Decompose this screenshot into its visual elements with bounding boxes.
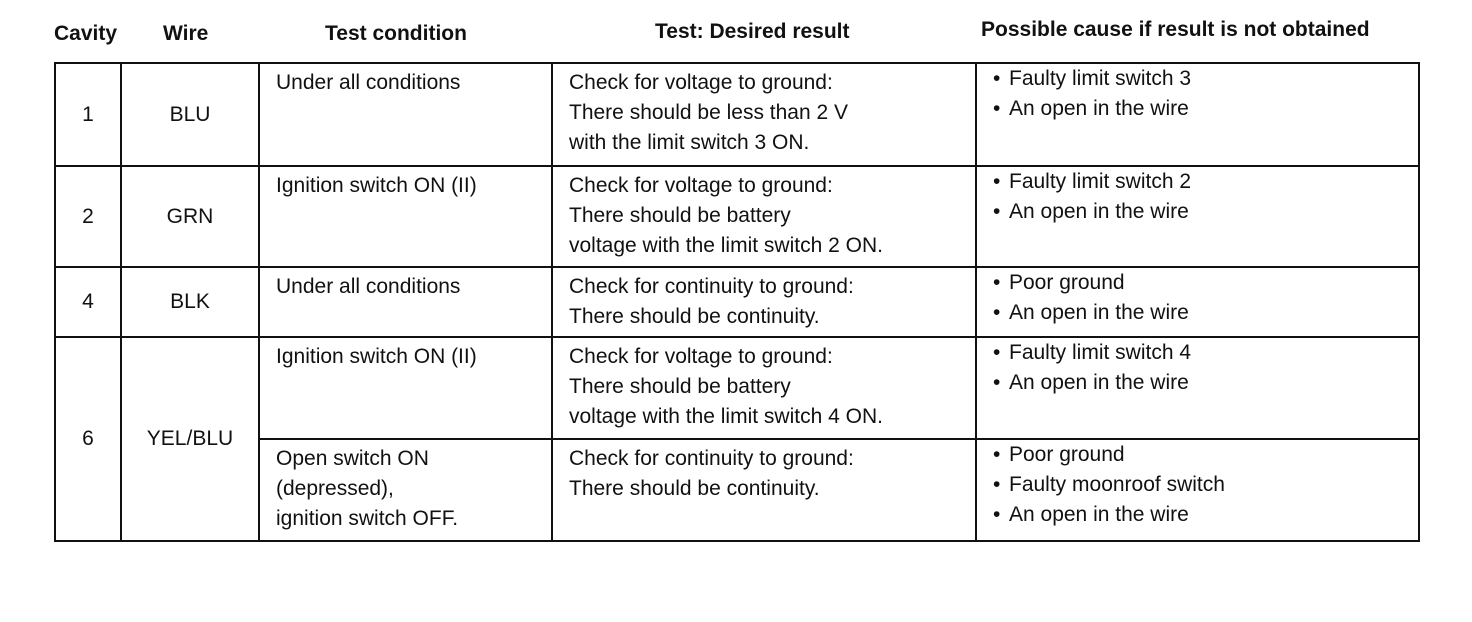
header-cavity: Cavity xyxy=(54,22,118,45)
table-row xyxy=(55,337,1419,439)
cause-item: • Faulty limit switch 4 xyxy=(993,338,1418,368)
cause-cell xyxy=(976,267,1419,337)
result-line: There should be battery xyxy=(569,204,791,227)
cause-item: • An open in the wire xyxy=(993,197,1418,227)
cavity-cell: 2 xyxy=(55,166,121,267)
condition-cell xyxy=(259,166,552,267)
wire-cell: BLK xyxy=(121,267,259,337)
cavity-cell: 4 xyxy=(55,267,121,337)
wire-cell: YEL/BLU xyxy=(121,337,259,541)
table-row xyxy=(55,166,1419,267)
condition-line: ignition switch OFF. xyxy=(276,507,459,530)
table-row xyxy=(55,267,1419,337)
cause-item: • Faulty limit switch 2 xyxy=(993,167,1418,197)
result-line: Check for voltage to ground: xyxy=(569,345,833,368)
cause-cell xyxy=(976,166,1419,267)
test-table xyxy=(54,62,1420,542)
result-cell xyxy=(552,267,976,337)
cause-cell xyxy=(976,439,1419,541)
result-line: voltage with the limit switch 4 ON. xyxy=(569,405,883,428)
header-desired-result: Test: Desired result xyxy=(655,20,850,43)
condition-cell xyxy=(259,267,552,337)
result-cell xyxy=(552,439,976,541)
result-line: voltage with the limit switch 2 ON. xyxy=(569,234,883,257)
condition-line: Under all conditions xyxy=(276,275,461,298)
result-line: Check for continuity to ground: xyxy=(569,447,854,470)
cause-item: • Faulty moonroof switch xyxy=(993,470,1418,500)
result-line: Check for continuity to ground: xyxy=(569,275,854,298)
result-line: with the limit switch 3 ON. xyxy=(569,131,810,154)
condition-cell xyxy=(259,337,552,439)
result-line: Check for voltage to ground: xyxy=(569,174,833,197)
result-line: There should be less than 2 V xyxy=(569,101,849,124)
condition-line: Under all conditions xyxy=(276,71,461,94)
cause-list xyxy=(993,64,1418,124)
table-row xyxy=(55,63,1419,166)
result-line: There should be continuity. xyxy=(569,305,820,328)
cause-cell xyxy=(976,337,1419,439)
header-test-condition: Test condition xyxy=(325,22,467,45)
table-row xyxy=(55,439,1419,541)
cavity-cell: 1 xyxy=(55,63,121,166)
result-line: There should be battery xyxy=(569,375,791,398)
header-possible-cause: Possible cause if result is not obtained xyxy=(981,18,1370,41)
cause-item: • An open in the wire xyxy=(993,94,1418,124)
cause-list xyxy=(993,440,1418,530)
condition-cell xyxy=(259,63,552,166)
cause-item: • Faulty limit switch 3 xyxy=(993,64,1418,94)
cause-item: • Poor ground xyxy=(993,440,1418,470)
cause-item: • Poor ground xyxy=(993,268,1418,298)
wire-cell: BLU xyxy=(121,63,259,166)
cavity-cell: 6 xyxy=(55,337,121,541)
cause-list xyxy=(993,268,1418,328)
result-cell xyxy=(552,337,976,439)
cause-list xyxy=(993,167,1418,227)
condition-line: Ignition switch ON (II) xyxy=(276,345,477,368)
condition-line: Ignition switch ON (II) xyxy=(276,174,477,197)
header-wire: Wire xyxy=(163,22,209,45)
condition-cell xyxy=(259,439,552,541)
result-line: There should be continuity. xyxy=(569,477,820,500)
cause-cell xyxy=(976,63,1419,166)
wire-cell: GRN xyxy=(121,166,259,267)
cause-item: • An open in the wire xyxy=(993,368,1418,398)
result-line: Check for voltage to ground: xyxy=(569,71,833,94)
cause-item: • An open in the wire xyxy=(993,500,1418,530)
cause-item: • An open in the wire xyxy=(993,298,1418,328)
result-cell xyxy=(552,166,976,267)
cause-list xyxy=(993,338,1418,398)
result-cell xyxy=(552,63,976,166)
condition-line: (depressed), xyxy=(276,477,394,500)
condition-line: Open switch ON xyxy=(276,447,429,470)
